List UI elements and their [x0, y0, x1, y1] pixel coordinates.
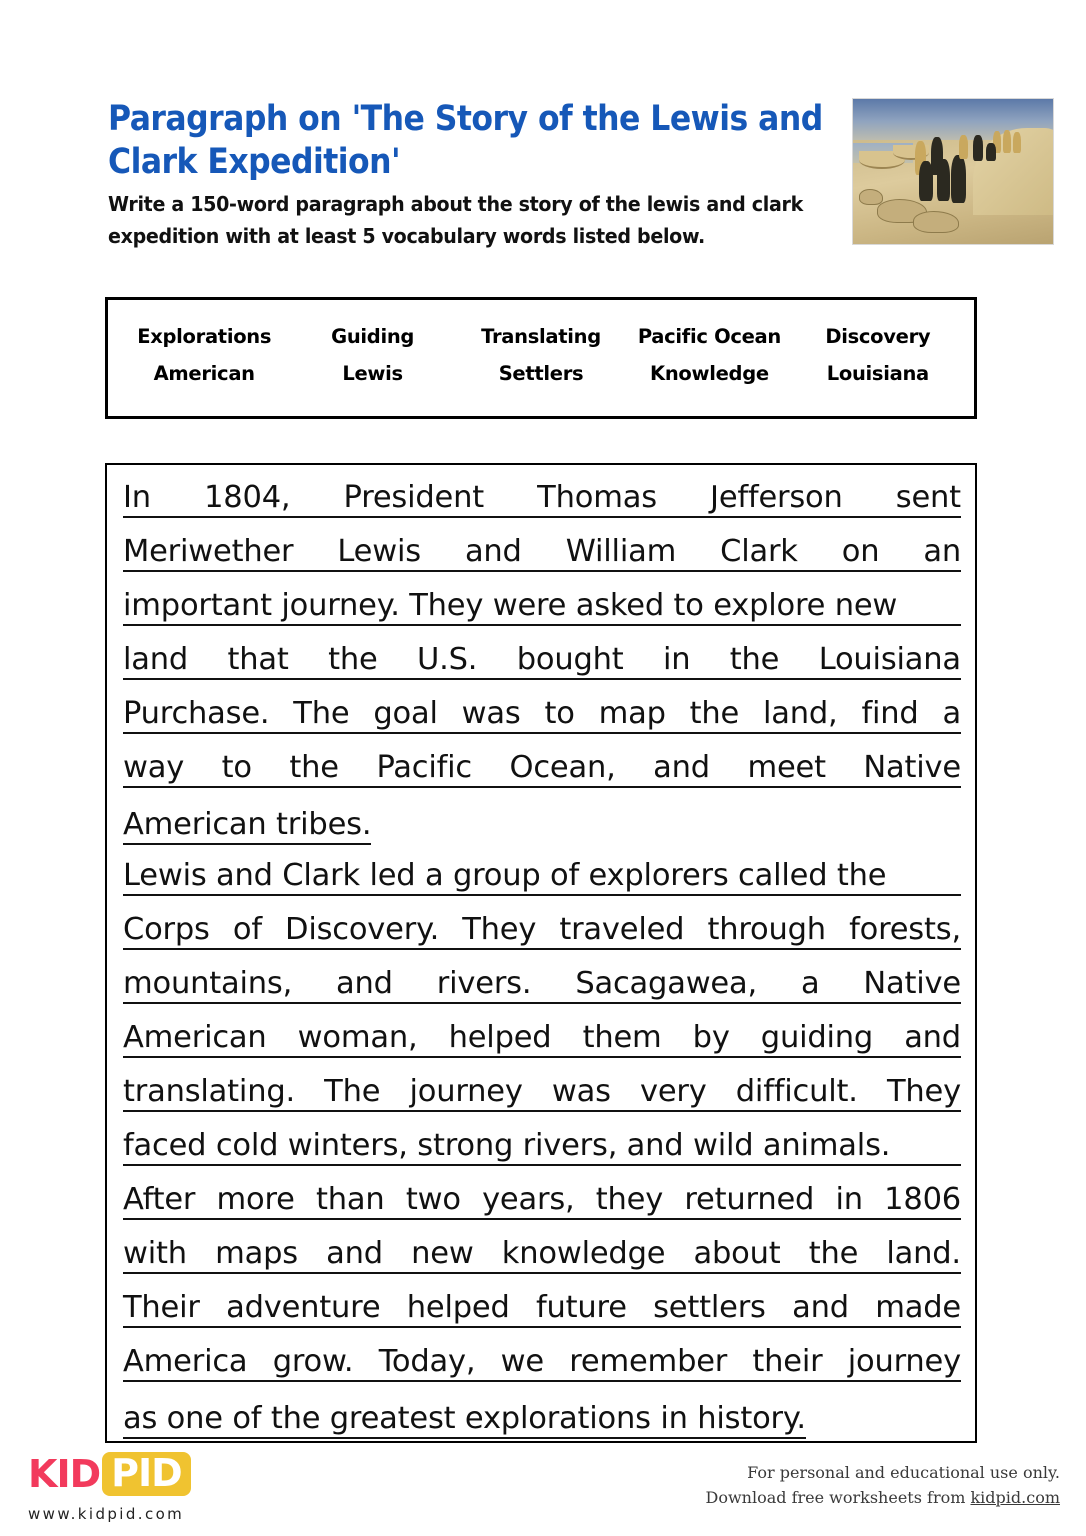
answer-line	[123, 1127, 959, 1181]
answer-word: in	[662, 642, 691, 677]
answer-line	[123, 641, 959, 695]
answer-word: William	[565, 534, 677, 569]
answer-word: map	[598, 696, 666, 731]
illustration-figure-dark-2	[919, 161, 933, 201]
answer-word: America	[123, 1344, 248, 1379]
answer-line-text	[123, 696, 961, 734]
answer-word: journey	[847, 1344, 961, 1379]
vocabulary-word: Discovery	[825, 325, 931, 348]
answer-word: The	[293, 696, 350, 731]
answer-word: the	[328, 642, 378, 677]
answer-word: translating.	[123, 1074, 295, 1109]
answer-line	[123, 533, 959, 587]
vocabulary-word: Louisiana	[826, 362, 929, 385]
answer-word: Native	[863, 966, 961, 1001]
vocabulary-word: American	[153, 362, 255, 385]
answer-line-text	[123, 1074, 961, 1112]
answer-word: through	[707, 912, 826, 947]
answer-word: Native	[863, 750, 961, 785]
answer-word: Thomas	[537, 480, 657, 515]
answer-word: Clark	[720, 534, 798, 569]
answer-word: more	[216, 1182, 295, 1217]
answer-word: They	[462, 912, 537, 947]
answer-line-text	[123, 1236, 961, 1274]
answer-word: Meriwether	[123, 534, 294, 569]
answer-word: of	[232, 912, 262, 947]
answer-word: the	[689, 696, 740, 731]
page-title: Paragraph on 'The Story of the Lewis and Clark Expedition'	[108, 99, 823, 182]
answer-word: their	[752, 1344, 823, 1379]
answer-word: woman,	[297, 1020, 418, 1055]
answer-word: land,	[762, 696, 838, 731]
footer-note-prefix: Download free worksheets from	[705, 1487, 971, 1507]
answer-word: a	[942, 696, 961, 731]
answer-word: rivers.	[436, 966, 532, 1001]
answer-line	[123, 1181, 959, 1235]
answer-word: they	[595, 1182, 664, 1217]
answer-word: to	[544, 696, 575, 731]
worksheet-header	[108, 98, 980, 253]
answer-line	[123, 1343, 959, 1397]
answer-word: helped	[406, 1290, 510, 1325]
answer-word: new	[411, 1236, 474, 1271]
footer-note	[706, 1461, 1061, 1511]
answer-word: American	[123, 1020, 267, 1055]
answer-word: the	[808, 1236, 859, 1271]
answer-word: and	[653, 750, 710, 785]
answer-word: Corps	[123, 912, 210, 947]
vocabulary-row-2	[120, 355, 962, 392]
illustration-figure-tan-2	[959, 135, 968, 159]
answer-word: Pacific	[376, 750, 472, 785]
answer-word: was	[551, 1074, 611, 1109]
answer-word: about	[693, 1236, 781, 1271]
answer-line	[123, 587, 959, 641]
illustration-figure-group-2	[1003, 130, 1011, 153]
illustration-figure-group-3	[1013, 132, 1021, 153]
illustration-rock-2	[913, 211, 959, 233]
answer-word: Louisiana	[818, 642, 961, 677]
answer-word: an	[923, 534, 961, 569]
answer-line	[123, 1235, 959, 1289]
answer-text	[123, 479, 959, 1443]
answer-word: than	[316, 1182, 385, 1217]
vocabulary-word: Guiding	[331, 325, 415, 348]
answer-word: in	[835, 1182, 863, 1217]
logo-kid-text: KID	[28, 1452, 101, 1496]
answer-line-text: Lewis and Clark led a group of explorers called the	[123, 861, 961, 896]
vocabulary-word: Lewis	[342, 362, 403, 385]
vocabulary-word: Translating	[481, 325, 601, 348]
answer-word: and	[336, 966, 393, 1001]
answer-word: a	[800, 966, 820, 1001]
header-text-block	[108, 98, 848, 253]
answer-word: that	[227, 642, 289, 677]
answer-word: land.	[886, 1236, 961, 1271]
vocabulary-row-1	[120, 318, 962, 355]
answer-line	[123, 1397, 959, 1443]
answer-line-text	[123, 1344, 961, 1382]
answer-line-text	[123, 750, 961, 788]
answer-line	[123, 803, 959, 857]
vocabulary-word: Settlers	[498, 362, 584, 385]
answer-line-text: as one of the greatest explorations in history.	[123, 1404, 806, 1439]
answer-word: mountains,	[123, 966, 293, 1001]
answer-line	[123, 965, 959, 1019]
illustration-figure-dark-5	[973, 135, 983, 161]
answer-word: the	[289, 750, 339, 785]
answer-word: very	[639, 1074, 707, 1109]
answer-word: Jefferson	[710, 480, 843, 515]
answer-word: They	[886, 1074, 961, 1109]
answer-word: helped	[448, 1020, 552, 1055]
answer-word: After	[123, 1182, 196, 1217]
answer-line	[123, 479, 959, 533]
answer-word: and	[792, 1290, 849, 1325]
answer-line	[123, 857, 959, 911]
answer-word: Purchase.	[123, 696, 270, 731]
answer-word: find	[861, 696, 919, 731]
answer-word: land	[123, 642, 189, 677]
answer-word: to	[221, 750, 252, 785]
answer-word: the	[729, 642, 780, 677]
answer-line-text	[123, 1290, 961, 1328]
vocabulary-word: Explorations	[137, 325, 272, 348]
answer-word: bought	[516, 642, 624, 677]
illustration-rock-3	[859, 189, 883, 205]
answer-word: Today,	[378, 1344, 476, 1379]
answer-word: In	[123, 480, 151, 515]
answer-word: on	[841, 534, 880, 569]
kidpid-logo[interactable]	[28, 1452, 328, 1523]
answer-line	[123, 911, 959, 965]
answer-line-text	[123, 1020, 961, 1058]
answer-word: U.S.	[416, 642, 478, 677]
answer-line-text	[123, 480, 961, 518]
logo-pid-text: PID	[102, 1452, 191, 1496]
answer-word: Lewis	[337, 534, 421, 569]
answer-word: way	[123, 750, 185, 785]
answer-word: meet	[747, 750, 826, 785]
vocabulary-box	[105, 297, 977, 419]
answer-line	[123, 1289, 959, 1343]
answer-word: difficult.	[735, 1074, 858, 1109]
answer-word: maps	[215, 1236, 298, 1271]
illustration-figure-dark-3	[937, 159, 950, 201]
answer-line-text: American tribes.	[123, 810, 371, 845]
answer-word: 1804,	[204, 480, 291, 515]
answer-word: and	[326, 1236, 383, 1271]
vocabulary-word: Knowledge	[650, 362, 769, 385]
answer-word: was	[461, 696, 521, 731]
vocabulary-word: Pacific Ocean	[637, 325, 782, 348]
answer-word: adventure	[226, 1290, 381, 1325]
logo-mark	[28, 1452, 328, 1496]
answer-word: settlers	[653, 1290, 766, 1325]
answer-word: Their	[123, 1290, 200, 1325]
answer-word: by	[692, 1020, 730, 1055]
answer-word: remember	[569, 1344, 728, 1379]
answer-word: grow.	[272, 1344, 354, 1379]
answer-word: Discovery.	[285, 912, 440, 947]
answer-word: returned	[684, 1182, 815, 1217]
answer-word: knowledge	[501, 1236, 666, 1271]
answer-word: forests,	[849, 912, 961, 947]
answer-word: guiding	[760, 1020, 874, 1055]
answer-word: them	[582, 1020, 662, 1055]
answer-line-text: important journey. They were asked to explore new	[123, 591, 961, 626]
answer-line-text	[123, 642, 961, 680]
answer-line-text	[123, 534, 961, 572]
illustration-figure-dark-4	[951, 155, 966, 203]
answer-line	[123, 695, 959, 749]
logo-website-url: www.kidpid.com	[28, 1505, 185, 1523]
answer-word: made	[875, 1290, 961, 1325]
illustration-figure-group-4	[986, 143, 996, 161]
answer-word: 1806	[884, 1182, 961, 1217]
answer-word: years,	[482, 1182, 575, 1217]
answer-word: and	[904, 1020, 961, 1055]
answer-word: Ocean,	[509, 750, 616, 785]
answer-word: and	[464, 534, 522, 569]
answer-word: we	[500, 1344, 544, 1379]
answer-line-text	[123, 912, 961, 950]
answer-word: Sacagawea,	[575, 966, 757, 1001]
footer-note-line-1: For personal and educational use only.	[747, 1463, 1060, 1482]
answer-word: two	[405, 1182, 461, 1217]
answer-line-text	[123, 966, 961, 1004]
answer-line	[123, 1073, 959, 1127]
answer-word: journey	[409, 1074, 523, 1109]
footer-note-line-2	[706, 1486, 1061, 1511]
answer-word: future	[535, 1290, 627, 1325]
answer-word: sent	[895, 480, 961, 515]
answer-word: President	[343, 480, 485, 515]
instructions-text: Write a 150-word paragraph about the story of the lewis and clark expedition with at least 5 vocabulary words listed below.	[108, 192, 803, 249]
answer-word: with	[123, 1236, 187, 1271]
expedition-illustration	[852, 98, 1054, 245]
kidpid-link[interactable]: kidpid.com	[970, 1487, 1060, 1507]
answer-word: The	[324, 1074, 381, 1109]
answer-word: goal	[373, 696, 438, 731]
answer-word: traveled	[559, 912, 685, 947]
answer-line	[123, 749, 959, 803]
answer-box[interactable]	[105, 463, 977, 1443]
answer-line	[123, 1019, 959, 1073]
answer-line-text	[123, 1182, 961, 1220]
answer-line-text: faced cold winters, strong rivers, and wild animals.	[123, 1131, 961, 1166]
